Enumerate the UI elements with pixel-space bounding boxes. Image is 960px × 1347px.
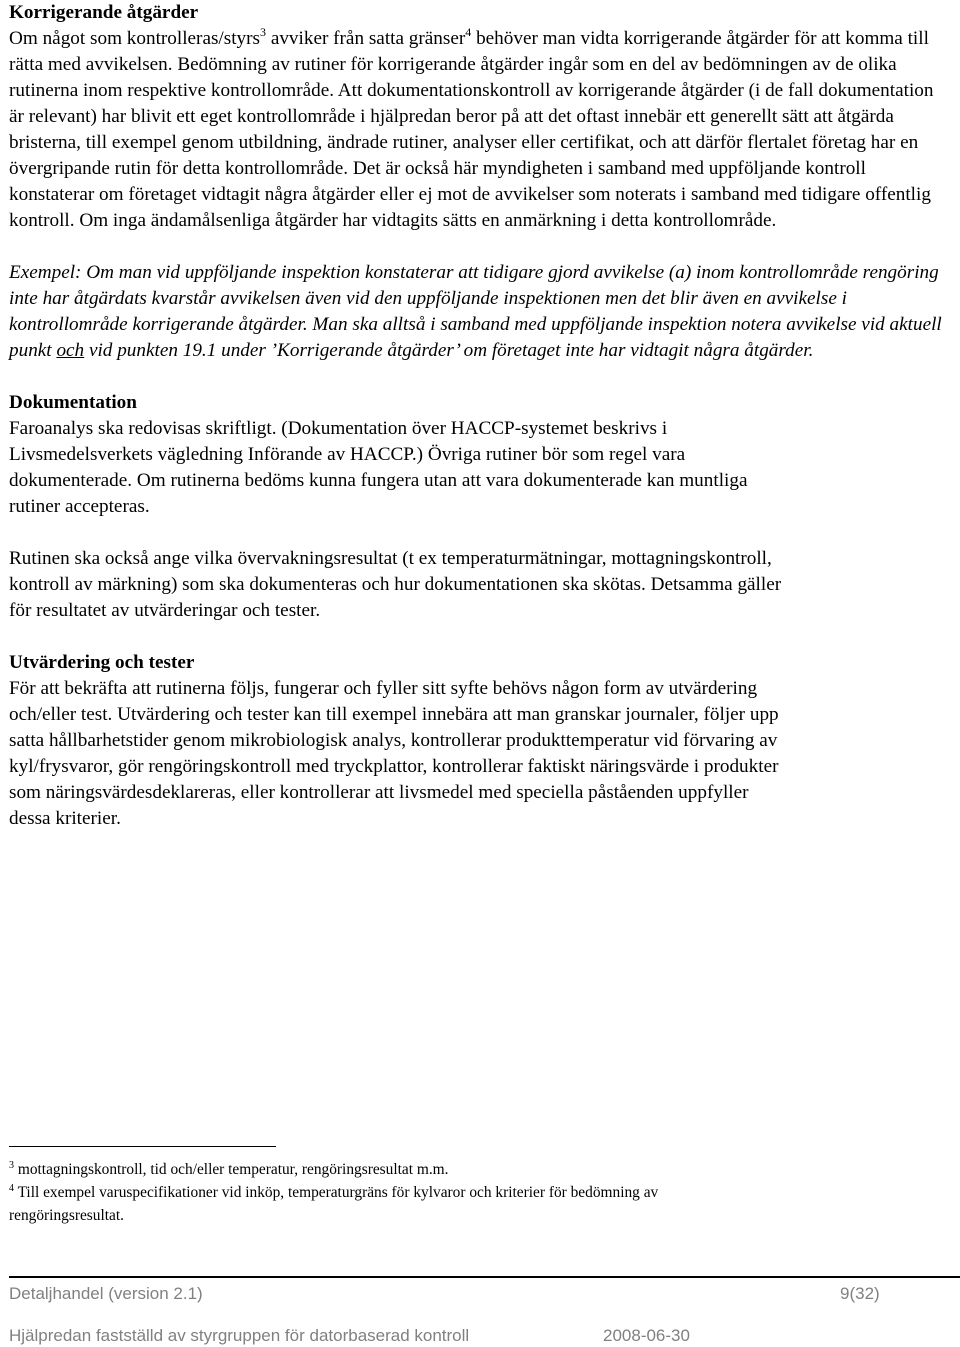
underlined-word: och (56, 340, 85, 361)
footnote-3 (9, 1158, 729, 1181)
footnote-ref-4: 4 (465, 25, 472, 39)
paragraph-utvardering: För att bekräfta att rutinerna följs, fungerar och fyller sitt syfte behövs någon form av utvärdering och/eller test. Utvärdering och tester kan till exempel innebära att man granskar journaler, följer upp satta hållbarhetstider genom mikrobiologisk analys, kontrollerar produkttemperatur vid förvaring av kyl/frysvaror, gör rengöringskontroll med tryckplattor, kontrollerar faktiskt näringsvärde i produkter som näringsvärdesdeklareras, eller kontrollerar att livsmedel med speciella påståenden uppfyller dessa kriterier. (9, 678, 779, 829)
footnote-text: Till exempel varuspecifikationer vid inköp, temperaturgräns för kylvaror och kriterier för bedömning av rengöringsresultat. (9, 1184, 659, 1224)
paragraph-dokumentation-2: Rutinen ska också ange vilka övervakningsresultat (t ex temperaturmätningar, mottagningskontroll, kontroll av märkning) som ska dokumenteras och hur dokumentationen ska skötas. Detsamma gäller för resultatet av utvärderingar och tester. (9, 548, 782, 621)
footer-doc-title: Detaljhandel (version 2.1) (9, 1284, 203, 1303)
heading-dokumentation: Dokumentation (9, 392, 137, 413)
text-fragment: Om något som kontrolleras/styrs (9, 28, 261, 49)
paragraph-dokumentation-1: Faroanalys ska redovisas skriftligt. (Dokumentation över HACCP-systemet beskrivs i Livsmedelsverkets vägledning Införande av HACCP.) Övriga rutiner bör som regel vara dokumenterade. Om rutinerna bedöms kunna fungera utan att vara dokumenterade kan muntliga rutiner accepteras. (9, 418, 748, 517)
footer-date: 2008-06-30 (603, 1326, 690, 1345)
text-fragment: Exempel: Om man vid uppföljande inspektion konstaterar att tidigare gjord avvikelse (a) inom kontrollområde rengöring inte har åtgärdats kvarstår avvikelsen även vid den uppföljande inspektionen men det blir även en avvikelse i kontrollområde korrigerande åtgärder. Man ska alltså i samband med uppföljande inspektion notera avvikelse vid aktuell punkt (9, 262, 942, 361)
text-fragment: behöver man vidta korrigerande åtgärder för att komma till rätta med avvikelsen. Bedömning av rutiner för korrigerande åtgärder ingår som en del av bedömningen av de olika rutinerna inom respektive kontrollområde. Att dokumentationskontroll av korrigerande åtgärder (i de fall dokumentation är relevant) har blivit ett eget kontrollområde i hjälpredan beror på att det oftast innebär ett generellt sätt att åtgärda bristerna, till exempel genom utbildning, ändrade rutiner, analyser eller certifikat, och att därför flertalet företag har en övergripande rutin för detta kontrollområde. Det är också här myndigheten i samband med uppföljande kontroll konstaterar om företaget vidtagit några åtgärder eller ej mot de avvikelser som noterats i samband med tidigare offentlig kontroll. Om inga ändamålsenliga åtgärder har vidtagits sätts en anmärkning i detta kontrollområde. (9, 28, 934, 231)
heading-utvardering-och-tester: Utvärdering och tester (9, 652, 195, 673)
paragraph-korrigerande-atgarder (9, 26, 949, 234)
text-fragment: vid punkten 19.1 under ’Korrigerande åtgärder’ om företaget inte har vidtagit några åtgärder. (84, 340, 814, 361)
footer-page-number: 9(32) (840, 1284, 880, 1303)
footnote-ref-3: 3 (260, 25, 267, 39)
footnotes (9, 1158, 729, 1227)
footer-separator (9, 1276, 960, 1278)
footnote-text: mottagningskontroll, tid och/eller temperatur, rengöringsresultat m.m. (14, 1161, 449, 1178)
document-body (9, 0, 949, 832)
text-fragment: avviker från satta gränser (266, 28, 466, 49)
footer-approval: Hjälpredan fastställd av styrgruppen för datorbaserad kontroll (9, 1326, 470, 1345)
heading-korrigerande-atgarder: Korrigerande åtgärder (9, 2, 199, 23)
spacer (9, 624, 949, 650)
spacer (9, 234, 949, 260)
footnote-4 (9, 1181, 729, 1227)
example-paragraph (9, 260, 949, 364)
footnote-number: 4 (9, 1183, 14, 1194)
spacer (9, 520, 949, 546)
footnote-separator (9, 1146, 276, 1147)
spacer (9, 364, 949, 390)
footnote-number: 3 (9, 1160, 14, 1171)
